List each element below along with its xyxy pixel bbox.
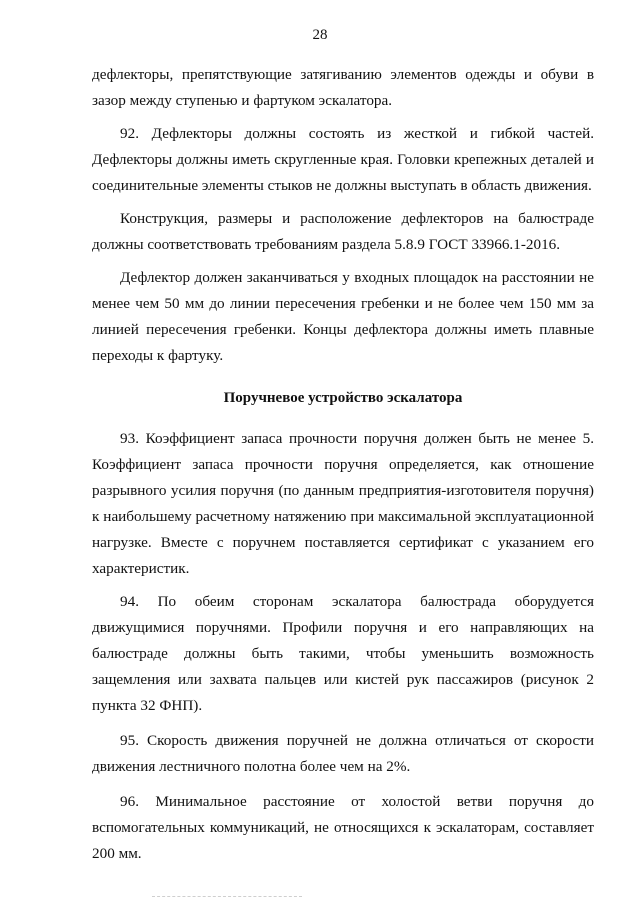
paragraph-continuation: дефлекторы, препятствующие затягиванию элементов одежды и обуви в зазор между ступенью и фартуком эскалатора. xyxy=(92,66,594,109)
page-number: 28 xyxy=(312,27,328,43)
paragraph-93: 93. Коэффициент запаса прочности поручня должен быть не менее 5. Коэффициент запаса прочности поручня определяется, как отношение разрывного усилия поручня (по данным предприятия-изготовителя поручня) к наибольшему расчетному натяжению при максимальной эксплуатационной нагрузке. Вместе с поручнем поставляется сертификат с указанием его характеристик. xyxy=(92,430,594,577)
paragraph-deflector-ending: Дефлектор должен заканчиваться у входных площадок на расстоянии не менее чем 50 мм до линии пересечения гребенки и не более чем 150 мм за линией пересечения гребенки. Концы дефлектора должны иметь плавные переходы к фартуку. xyxy=(92,269,594,364)
paragraph-deflector-design: Конструкция, размеры и расположение дефлекторов на балюстраде должны соответствовать требованиям раздела 5.8.9 ГОСТ 33966.1-2016. xyxy=(92,210,594,253)
paragraph-96: 96. Минимальное расстояние от холостой ветви поручня до вспомогательных коммуникаций, не относящихся к эскалаторам, составляет 200 мм. xyxy=(92,793,594,862)
paragraph-94: 94. По обеим сторонам эскалатора балюстрада оборудуется движущимися поручнями. Профили поручня и его направляющих на балюстраде должны быть такими, чтобы уменьшить возможность защемления или захвата пальцев или кистей рук пассажиров (рисунок 2 пункта 32 ФНП). xyxy=(92,593,594,714)
paragraph-92: 92. Дефлекторы должны состоять из жесткой и гибкой частей. Дефлекторы должны иметь скругленные края. Головки крепежных деталей и соединительные элементы стыков не должны выступать в область движения. xyxy=(92,125,594,194)
page-body xyxy=(92,62,594,867)
section-heading: Поручневое устройство эскалатора xyxy=(223,390,463,406)
paragraph-95: 95. Скорость движения поручней не должна отличаться от скорости движения лестничного полотна более чем на 2%. xyxy=(92,732,594,775)
scan-edge-mark xyxy=(152,896,302,898)
